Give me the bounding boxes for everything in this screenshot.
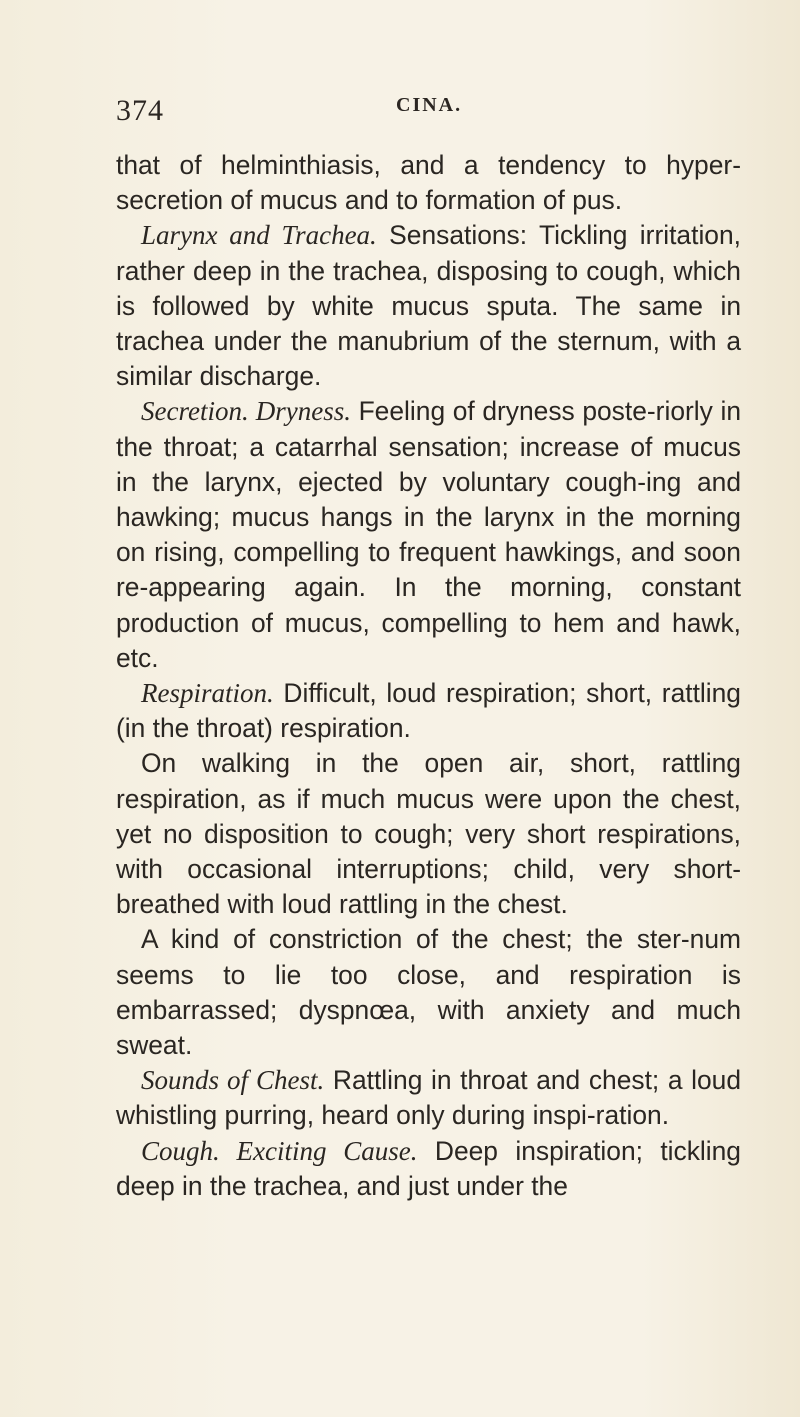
section-heading: Larynx and Trachea. [141, 220, 377, 251]
paragraph-cough [116, 1134, 741, 1204]
paragraph-text: Feeling of dryness poste-riorly in the throat; a catarrhal sensation; increase of mucus in the larynx, ejected by voluntary cough-ing and hawking; mucus hangs in the larynx in the morning on rising, compelling to frequent hawkings, and soon re-appearing again. In the morning, constant production of mucus, compelling to hem and hawk, etc. [116, 396, 741, 673]
paragraph-respiration [116, 676, 741, 746]
paragraph-text: Sensations: Tickling irritation, rather deep in the trachea, disposing to cough, which is followed by white mucus sputa. The same in trachea under the manubrium of the sternum, with a similar discharge. [116, 220, 741, 392]
paragraph-text: On walking in the open air, short, rattling respiration, as if much mucus were upon the chest, yet no disposition to cough; very short respirations, with occasional interruptions; child, very short-breathed with loud rattling in the chest. [116, 748, 741, 920]
page-header [116, 88, 756, 128]
paragraph-larynx-trachea [116, 218, 741, 394]
section-heading: Secretion. Dryness. [141, 396, 351, 427]
section-heading: Respiration. [141, 678, 274, 709]
paragraph-helminthiasis [116, 148, 741, 218]
paragraph-constriction [116, 922, 741, 1063]
section-heading: Sounds of Chest. [141, 1065, 325, 1096]
page-number: 374 [116, 94, 164, 127]
body-text [116, 148, 741, 1204]
paragraph-text: A kind of constriction of the chest; the ster-num seems to lie too close, and respiration is embarrassed; dyspnœa, with anxiety and much sweat. [116, 924, 741, 1061]
paragraph-text: that of helminthiasis, and a tendency to hyper-secretion of mucus and to formation of pus. [116, 150, 741, 216]
paragraph-text: Difficult, loud respiration; short, rattling (in the throat) respiration. [116, 678, 741, 744]
paragraph-text: Rattling in throat and chest; a loud whistling purring, heard only during inspi-ration. [116, 1065, 741, 1131]
paragraph-sounds-of-chest [116, 1063, 741, 1133]
paragraph-walking [116, 746, 741, 922]
section-heading: Cough. Exciting Cause. [141, 1135, 418, 1166]
paragraph-secretion [116, 394, 741, 676]
running-head: CINA. [396, 94, 463, 116]
paragraph-text: Deep inspiration; tickling deep in the trachea, and just under the [116, 1135, 741, 1201]
